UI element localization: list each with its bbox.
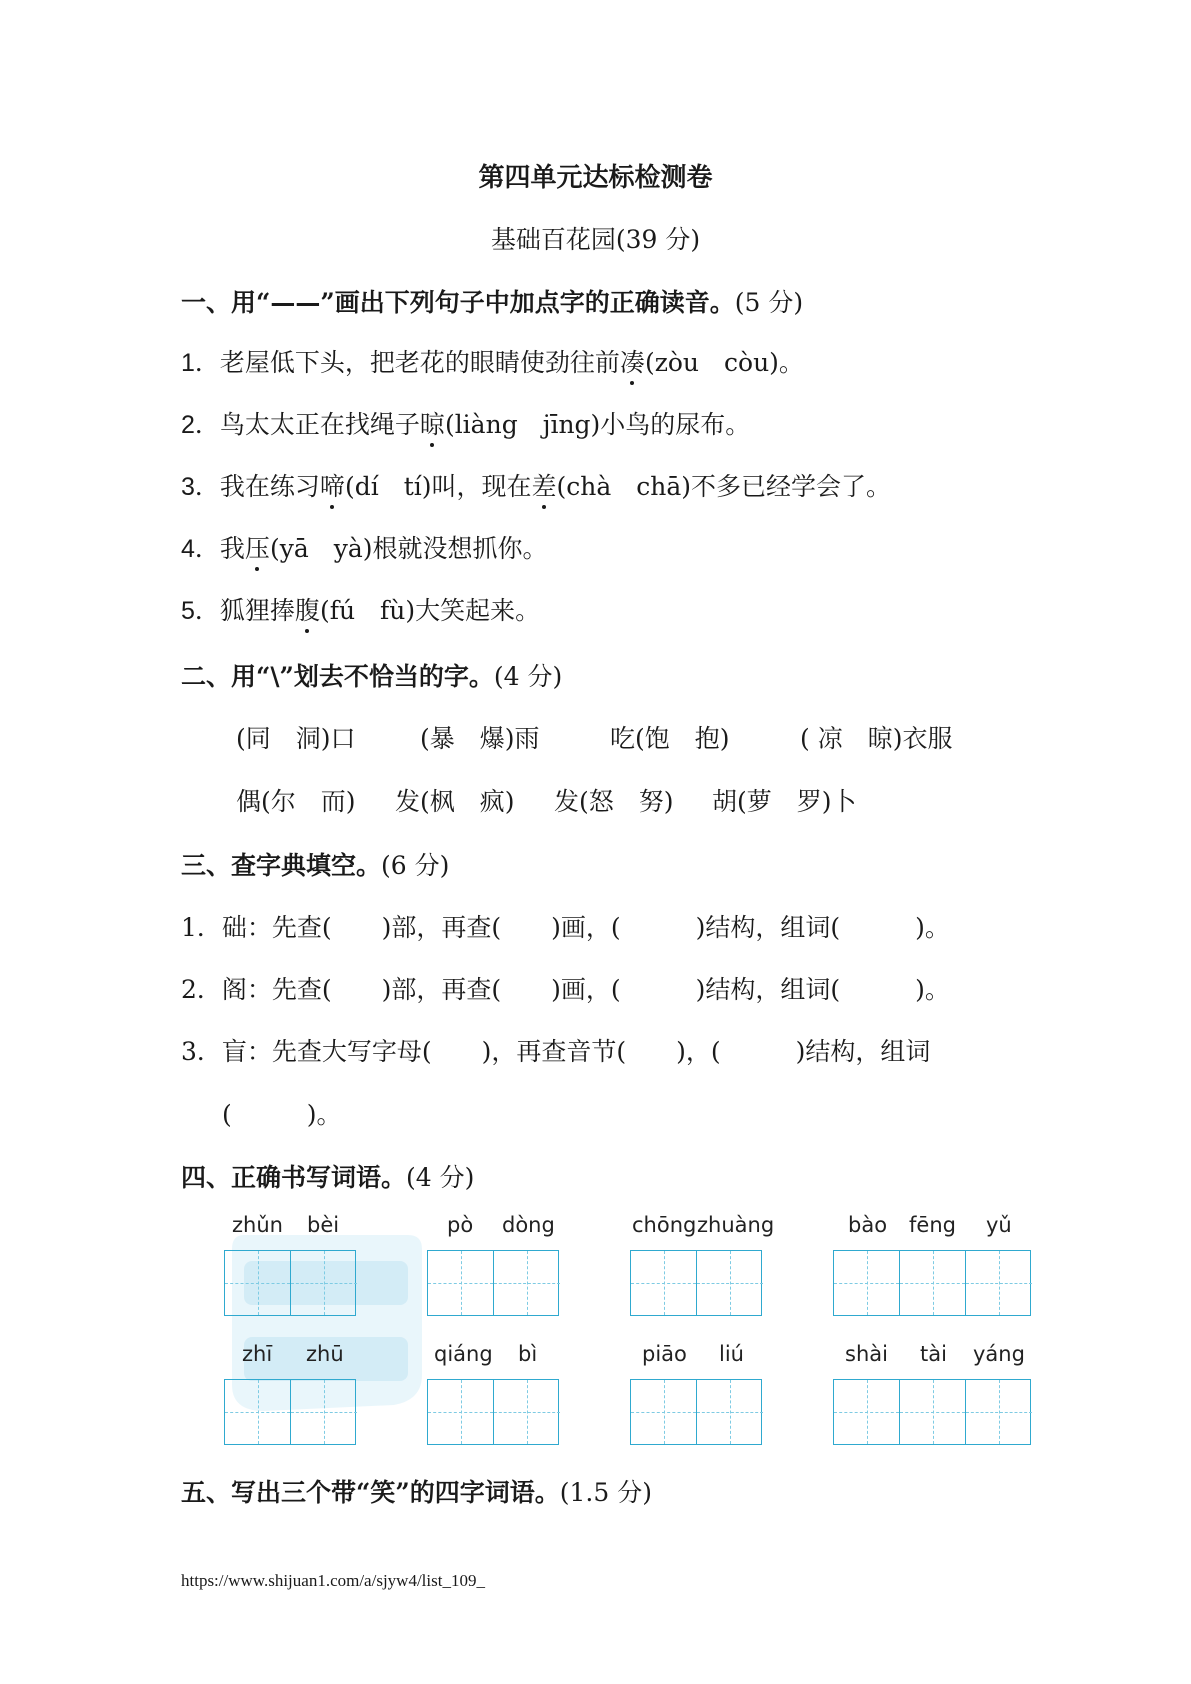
writing-grid[interactable] (630, 1379, 762, 1445)
pinyin-options: (liàng jīng)小鸟的尿布。 (444, 410, 751, 439)
pinyin-label: tài (920, 1342, 947, 1366)
choice-item: 发(怒 努) (554, 787, 674, 816)
pinyin-label: pò (447, 1213, 474, 1237)
pinyin-label: fēng (909, 1213, 956, 1237)
writing-grid[interactable] (427, 1379, 559, 1445)
writing-grid[interactable] (833, 1250, 1031, 1316)
pinyin-label: shài (845, 1342, 888, 1366)
pinyin-options: (yā yà)根就没想抓你。 (269, 534, 548, 563)
dotted-character: 啼 (320, 467, 345, 503)
dictionary-question-continued: ( )。 (222, 1100, 342, 1129)
section-5-points: (1.5 分) (559, 1478, 652, 1507)
dotted-character: 腹 (295, 591, 320, 627)
question-item (181, 529, 548, 565)
section-5-heading-text: 五、写出三个带“笑”的四字词语。 (181, 1478, 560, 1507)
page-subtitle: 基础百花园(39 分) (490, 225, 701, 254)
question-item (181, 591, 540, 627)
choice-item: (暴 爆)雨 (420, 724, 540, 753)
pinyin-label: zhū (306, 1342, 344, 1366)
writing-grid[interactable] (224, 1250, 356, 1316)
choice-item: 偶(尔 而) (236, 787, 356, 816)
section-1-heading (181, 283, 803, 319)
question-number: 4． (181, 535, 220, 563)
pinyin-label: bì (518, 1342, 538, 1366)
dictionary-question: 2．阁：先查( )部，再查( )画，( )结构，组词( )。 (181, 975, 950, 1004)
dictionary-question: 1．础：先查( )部，再查( )画，( )结构，组词( )。 (181, 913, 950, 942)
question-item (181, 405, 750, 441)
question-number: 1． (181, 349, 220, 377)
pinyin-label: yáng (973, 1342, 1025, 1366)
question-number: 2． (181, 411, 220, 439)
pinyin-options: (dí tí)叫，现在 (344, 472, 532, 501)
pinyin-label: chōng (632, 1213, 697, 1237)
writing-grid[interactable] (630, 1250, 762, 1316)
writing-grid[interactable] (833, 1379, 1031, 1445)
pinyin-label: zhǔn (232, 1213, 283, 1237)
dotted-character: 凑 (620, 343, 645, 379)
section-1-points: (5 分) (734, 288, 804, 317)
question-text: 我 (219, 534, 245, 563)
pinyin-label: zhī (242, 1342, 273, 1366)
question-item (181, 343, 804, 379)
question-number: 3． (181, 473, 220, 501)
section-3-heading (181, 846, 449, 882)
dotted-character: 差 (532, 467, 557, 503)
pinyin-options: (chà chā)不多已经学会了。 (556, 472, 892, 501)
pinyin-label: liú (719, 1342, 744, 1366)
dotted-character: 晾 (420, 405, 445, 441)
pinyin-label: yǔ (986, 1213, 1012, 1237)
pinyin-label: bèi (307, 1213, 340, 1237)
page-title: 第四单元达标检测卷 (478, 163, 713, 193)
pinyin-label: dòng (502, 1213, 555, 1237)
section-3-points: (6 分) (381, 851, 450, 880)
section-4-points: (4 分) (406, 1163, 475, 1192)
choice-item: (同 洞)口 (236, 724, 356, 753)
pinyin-label: bào (848, 1213, 888, 1237)
choice-item: 胡(萝 罗)卜 (712, 787, 857, 816)
choice-item: 吃(饱 抱) (610, 724, 730, 753)
question-text: 我在练习 (219, 472, 320, 501)
section-5-heading (181, 1473, 652, 1509)
choice-item: ( 凉 晾)衣服 (800, 724, 953, 753)
question-number: 5． (181, 597, 220, 625)
question-text: 鸟太太正在找绳子 (219, 410, 420, 439)
pinyin-options: (zòu còu)。 (644, 348, 804, 377)
question-item (181, 467, 891, 503)
section-1-heading-text: 一、用“——”画出下列句子中加点字的正确读音。 (181, 288, 735, 317)
section-4-heading-text: 四、正确书写词语。 (181, 1163, 407, 1192)
section-2-points: (4 分) (493, 662, 563, 691)
section-2-heading (181, 657, 562, 693)
pinyin-options: (fú fù)大笑起来。 (319, 596, 541, 625)
dotted-character: 压 (245, 529, 270, 565)
question-text: 老屋低下头，把老花的眼睛使劲往前 (219, 348, 620, 377)
footer-url[interactable]: https://www.shijuan1.com/a/sjyw4/list_109_ (181, 1571, 485, 1590)
writing-grid[interactable] (427, 1250, 559, 1316)
pinyin-label: piāo (642, 1342, 687, 1366)
pinyin-label: qiáng (434, 1342, 493, 1366)
writing-grid[interactable] (224, 1379, 356, 1445)
dictionary-question: 3．盲：先查大写字母( )，再查音节( )，( )结构，组词 (181, 1037, 931, 1066)
pinyin-label: zhuàng (697, 1213, 775, 1237)
section-4-heading (181, 1158, 474, 1194)
section-3-heading-text: 三、查字典填空。 (181, 851, 382, 880)
section-2-heading-text: 二、用“\”划去不恰当的字。 (181, 662, 494, 691)
question-text: 狐狸捧 (219, 596, 295, 625)
choice-item: 发(枫 疯) (395, 787, 515, 816)
